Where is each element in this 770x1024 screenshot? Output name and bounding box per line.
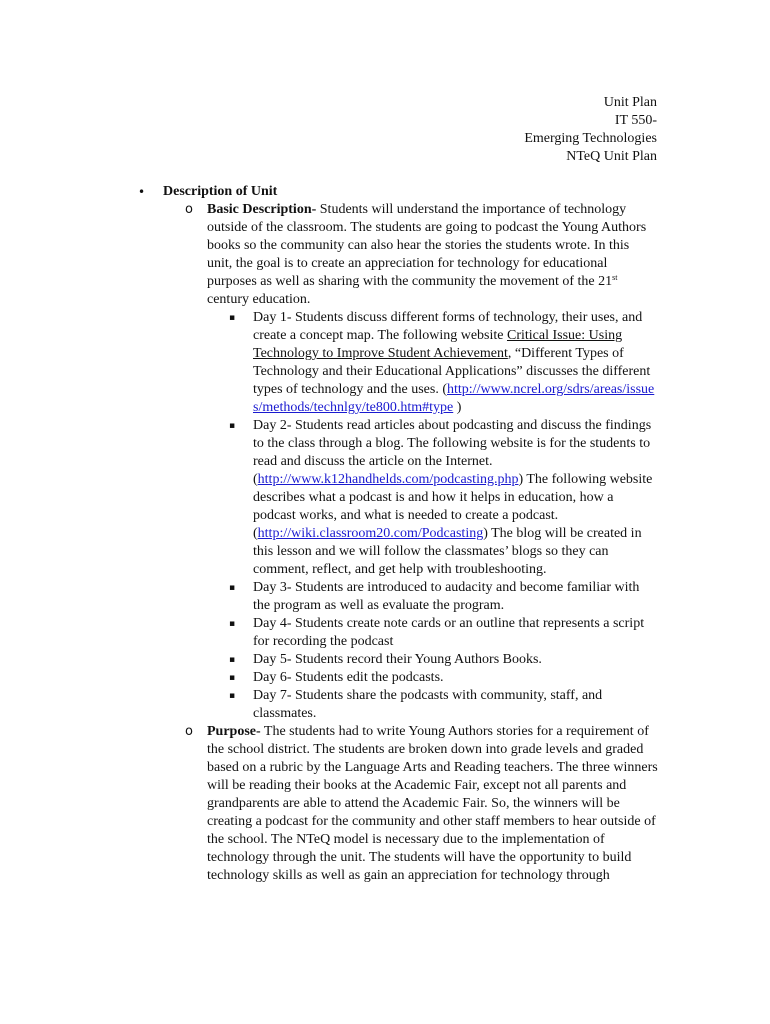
list-item-day-7 [0, 687, 658, 723]
basic-description-text: Students will understand the importance of technology outside of the classroom. The students are going to podcast the Young Authors books so the community can also hear the stories the students wrote. In this unit, the goal is to create an appreciation for technology for educational purposes as well as sharing with the community the movement of the 21 [207, 202, 647, 289]
classroom20-link[interactable]: http://wiki.classroom20.com/Podcasting [257, 526, 484, 541]
square-bullet-icon: ▪ [229, 673, 236, 683]
k12handhelds-link[interactable]: http://www.k12handhelds.com/podcasting.php [257, 472, 519, 487]
header-plan-type: NTeQ Unit Plan [566, 149, 657, 164]
square-bullet-icon: ▪ [229, 583, 236, 593]
list-item-day-1 [0, 309, 658, 417]
square-bullet-icon: ▪ [229, 619, 236, 629]
circle-bullet-icon: o [185, 724, 193, 739]
day5-text: Day 5- Students record their Young Authors Books. [253, 652, 542, 667]
purpose [0, 723, 658, 885]
purpose-label: Purpose- [207, 724, 261, 739]
section-description-of-unit [0, 183, 770, 201]
day6-text: Day 6- Students edit the podcasts. [253, 670, 444, 685]
square-bullet-icon: ▪ [229, 691, 236, 701]
list-item-day-2 [0, 417, 658, 579]
list-item-day-3 [0, 579, 658, 615]
day1-text-2: , “Different Types of Technology and their Educational Applications” discusses the different types of technology and the uses. ( [253, 346, 651, 397]
square-bullet-icon: ▪ [229, 421, 236, 431]
day4-text: Day 4- Students create note cards or an outline that represents a script for recording the podcast [253, 616, 645, 649]
ncrel-link[interactable]: http://www.ncrel.org/sdrs/areas/issues/methods/technlgy/te800.htm#type [253, 382, 655, 415]
header-subject: Emerging Technologies [524, 131, 657, 146]
header-course: IT 550- [614, 113, 657, 128]
day7-text: Day 7- Students share the podcasts with community, staff, and classmates. [253, 688, 603, 721]
ordinal-suffix: st [612, 273, 618, 282]
basic-description-label: Basic Description- [207, 202, 317, 217]
document-header [524, 94, 657, 166]
header-unit-plan: Unit Plan [603, 95, 657, 110]
day2-text-2: ) The following website describes what a podcast is and how it helps in education, how a podcast works, and what is needed to create a podcast. ( [253, 472, 653, 541]
section-title: Description of Unit [163, 184, 278, 199]
bullet-icon: • [138, 185, 146, 199]
day2-text-3: ) The blog will be created in this lesson and we will follow the classmates’ blogs so they can comment, reflect, and get help with troubleshooting. [253, 526, 642, 577]
square-bullet-icon: ▪ [229, 313, 236, 323]
critical-issue-link[interactable]: Critical Issue: Using Technology to Improve Student Achievement [253, 328, 623, 361]
day3-text: Day 3- Students are introduced to audacity and become familiar with the program as well as evaluate the program. [253, 580, 640, 613]
day2-text: Day 2- Students read articles about podcasting and discuss the findings to the class through a blog. The following website is for the students to read and discuss the article on the Internet. ( [253, 418, 652, 487]
list-item-day-4 [0, 615, 658, 651]
square-bullet-icon: ▪ [229, 655, 236, 665]
basic-description [0, 201, 658, 309]
basic-description-text-end: century education. [207, 292, 311, 307]
circle-bullet-icon: o [185, 202, 193, 217]
day1-text-3: ) [453, 400, 462, 415]
purpose-text: The students had to write Young Authors stories for a requirement of the school district. The students are broken down into grade levels and graded based on a rubric by the Language Arts and Reading teachers. The three winners will be reading their books at the Academic Fair, except not all parents and grandparents are able to attend the Academic Fair. So, the winners will be creating a podcast for the community and other staff members to hear outside of the school. The NTeQ model is necessary due to the implementation of technology through the unit. The students will have the opportunity to build technology skills as well as gain an appreciation for technology through [207, 724, 658, 883]
document-body [0, 183, 770, 885]
list-item-day-6 [0, 669, 658, 687]
list-item-day-5 [0, 651, 658, 669]
day1-text: Day 1- Students discuss different forms of technology, their uses, and create a concept map. The following website [253, 310, 643, 343]
